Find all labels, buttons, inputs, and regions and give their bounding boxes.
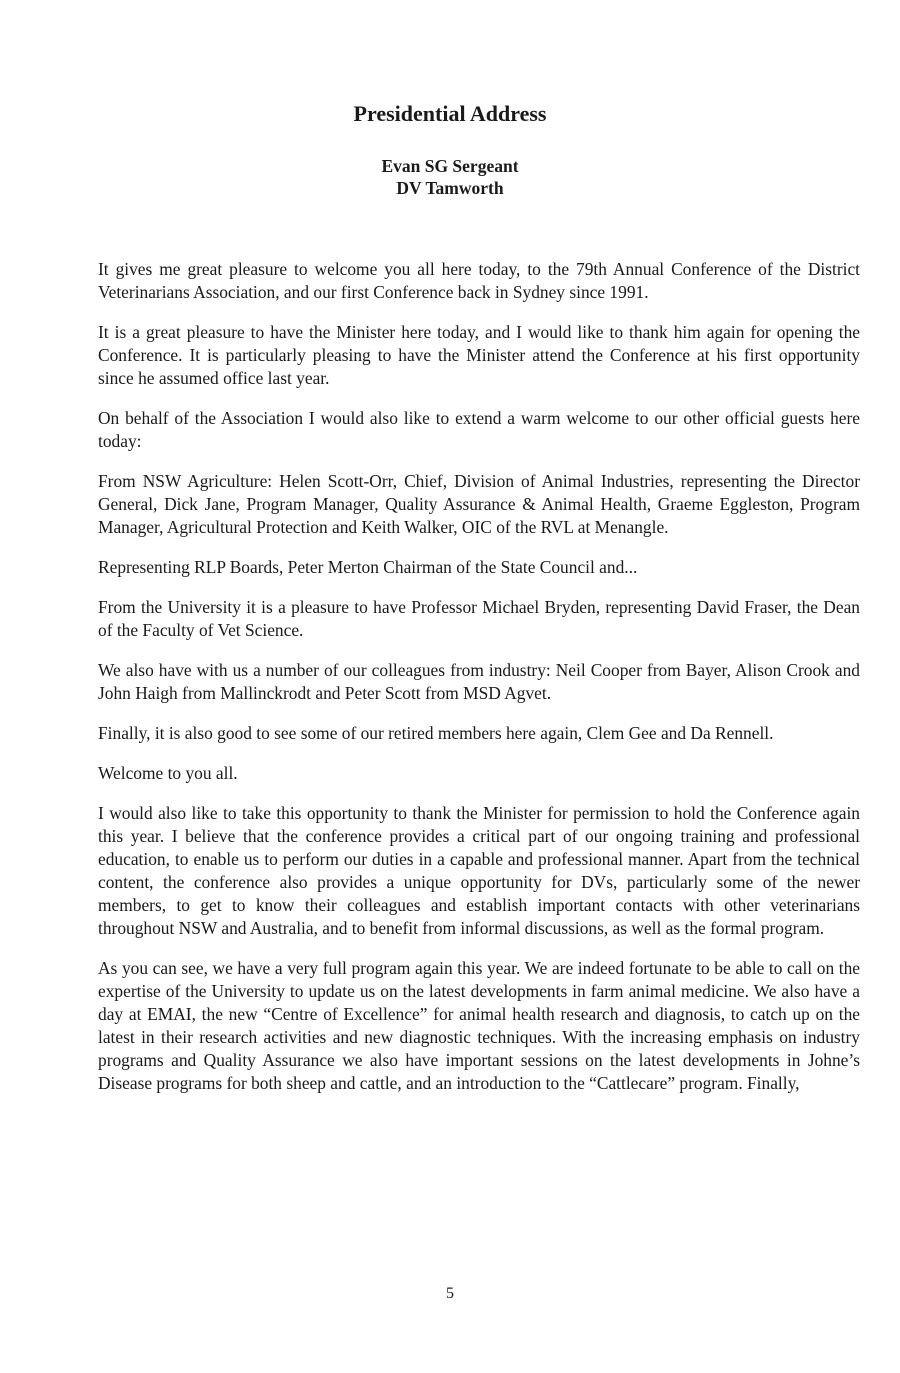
paragraph: On behalf of the Association I would also like to extend a warm welcome to our other official guests here today: (98, 408, 860, 451)
body-text (98, 258, 860, 1112)
author-name: Evan SG Sergeant (381, 156, 519, 176)
author-block (0, 155, 900, 199)
paragraph: Welcome to you all. (98, 763, 238, 783)
paragraph: It is a great pleasure to have the Minister here today, and I would like to thank him again for opening the Conference. It is particularly pleasing to have the Minister attend the Conference at his first opportunity since he assumed office last year. (98, 322, 860, 388)
paragraph: I would also like to take this opportunity to thank the Minister for permission to hold the Conference again this year. I believe that the conference provides a critical part of our ongoing training and professional education, to enable us to perform our duties in a capable and professional manner. Apart from the technical content, the conference also provides a unique opportunity for DVs, particularly some of the newer members, to get to know their colleagues and establish important contacts with other veterinarians throughout NSW and Australia, and to benefit from informal discussions, as well as the formal program. (98, 803, 860, 938)
author-position: DV Tamworth (396, 178, 504, 198)
paragraph: We also have with us a number of our colleagues from industry: Neil Cooper from Bayer, Alison Crook and John Haigh from Mallinckrodt and Peter Scott from MSD Agvet. (98, 660, 860, 703)
paragraph: It gives me great pleasure to welcome you all here today, to the 79th Annual Conference of the District Veterinarians Association, and our first Conference back in Sydney since 1991. (98, 259, 860, 302)
paragraph: From NSW Agriculture: Helen Scott-Orr, Chief, Division of Animal Industries, representing the Director General, Dick Jane, Program Manager, Quality Assurance & Animal Health, Graeme Eggleston, Program Manager, Agricultural Protection and Keith Walker, OIC of the RVL at Menangle. (98, 471, 860, 537)
page-number: 5 (446, 1285, 454, 1302)
paragraph: As you can see, we have a very full program again this year. We are indeed fortunate to be able to call on the expertise of the University to update us on the latest developments in farm animal medicine. We also have a day at EMAI, the new “Centre of Excellence” for animal health research and diagnosis, to catch up on the latest in their research activities and new diagnostic techniques. With the increasing emphasis on industry programs and Quality Assurance we also have important sessions on the latest developments in Johne’s Disease programs for both sheep and cattle, and an introduction to the “Cattlecare” program. Finally, (98, 958, 860, 1093)
paragraph: From the University it is a pleasure to have Professor Michael Bryden, representing David Fraser, the Dean of the Faculty of Vet Science. (98, 597, 860, 640)
paragraph: Finally, it is also good to see some of our retired members here again, Clem Gee and Da Rennell. (98, 723, 774, 743)
page-title: Presidential Address (353, 101, 547, 126)
paragraph: Representing RLP Boards, Peter Merton Chairman of the State Council and... (98, 557, 638, 577)
